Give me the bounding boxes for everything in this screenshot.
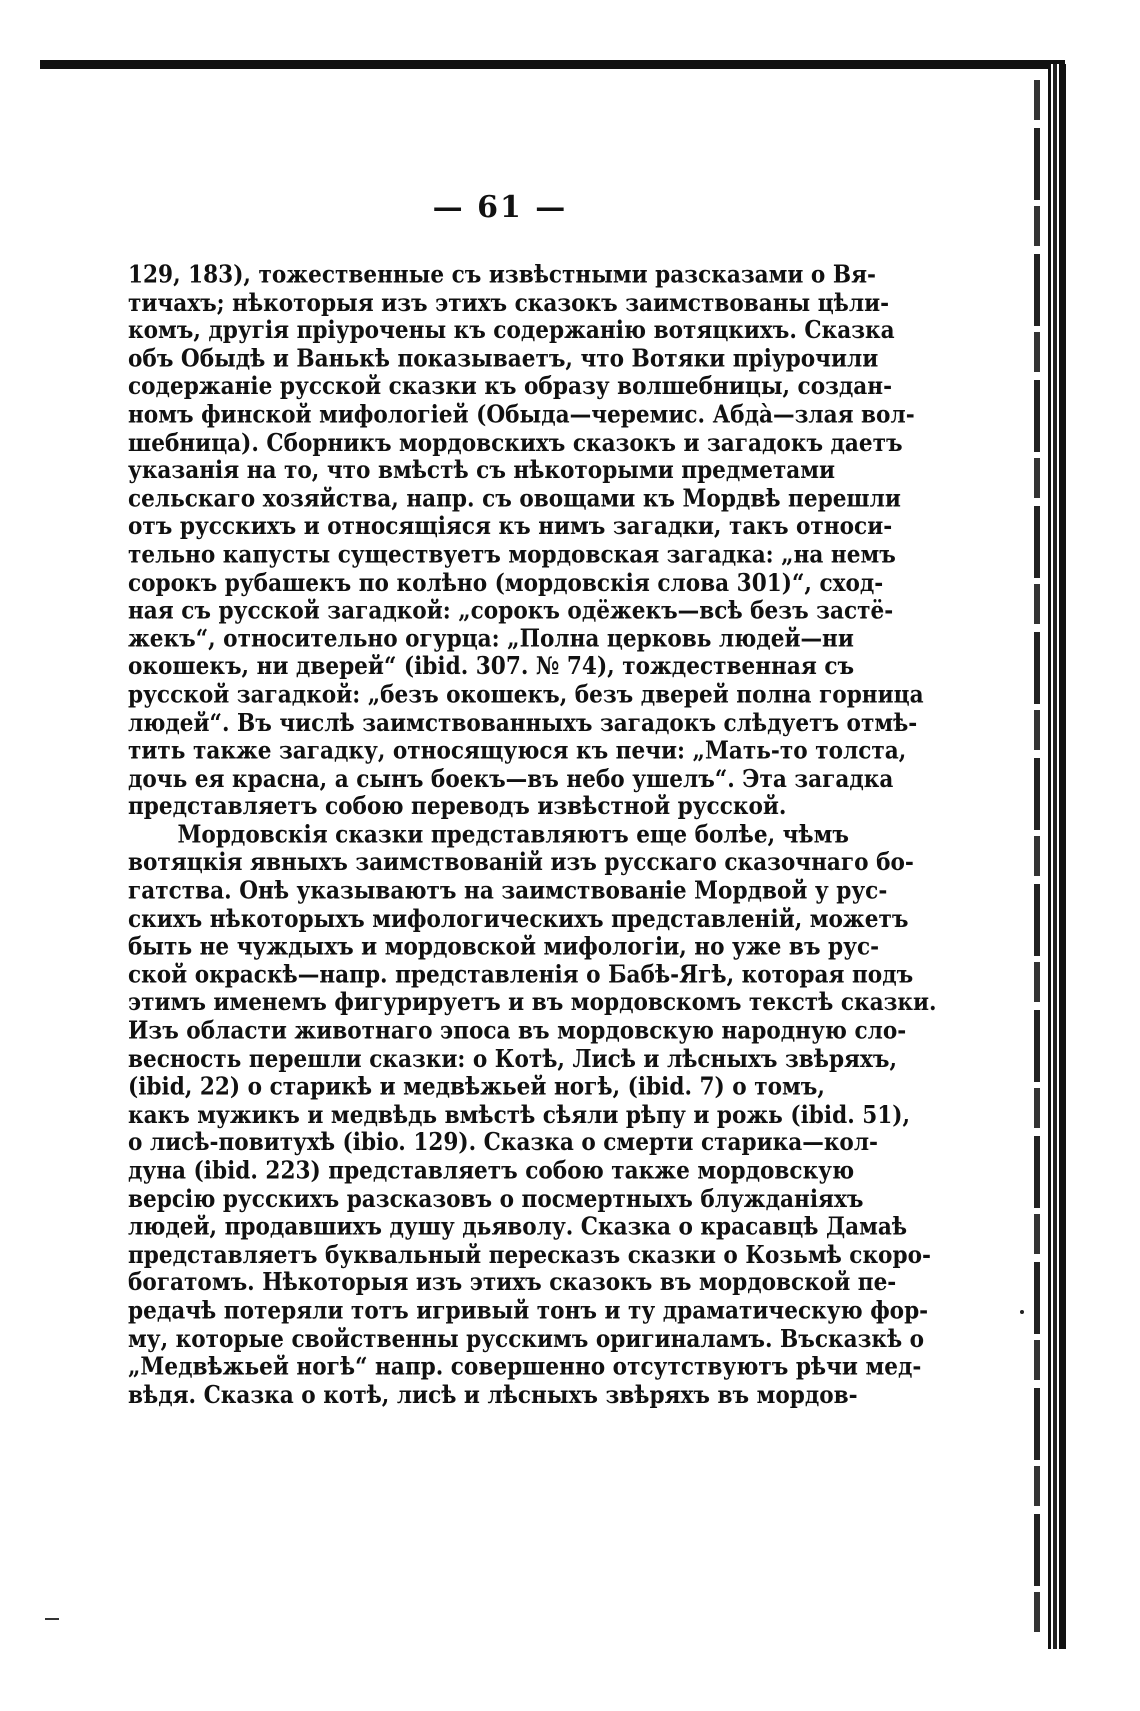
text-line: шебница). Сборникъ мордовскихъ сказокъ и загадокъ даетъ — [128, 427, 903, 457]
text-line: быть не чуждыхъ и мордовской мифологіи, но уже въ рус- — [128, 931, 880, 961]
text-line: людей“. Въ числѣ заимствованныхъ загадокъ слѣдуетъ отмѣ- — [128, 707, 918, 737]
binding-shadow — [1034, 80, 1040, 1640]
text-line: русской загадкой: „безъ окошекъ, безъ дверей полна горница — [128, 679, 924, 709]
top-rule — [40, 60, 1065, 69]
text-line: 129, 183), тожественные съ извѣстными разсказами о Вя- — [128, 258, 877, 289]
text-line: дочь ея красна, а сынъ боекъ—въ небо ушелъ“. Эта загадка — [128, 763, 894, 793]
page-text — [128, 258, 937, 1409]
text-line: этимъ именемъ фигурируетъ и въ мордовскомъ текстѣ сказки. — [128, 987, 937, 1017]
text-line: редачѣ потеряли тотъ игривый тонъ и ту драматическую фор- — [128, 1295, 929, 1325]
text-line: ской окраскѣ—напр. представленія о Бабѣ-Ягѣ, которая подъ — [128, 959, 914, 989]
text-line: скихъ нѣкоторыхъ мифологическихъ представленій, можетъ — [128, 903, 909, 933]
text-line: указанія на то, что вмѣстѣ съ нѣкоторыми предметами — [128, 455, 835, 485]
page-number: — 61 — — [432, 190, 568, 225]
text-line: объ Обыдѣ и Ванькѣ показываетъ, что Вотяки пріурочили — [128, 343, 879, 373]
margin-dash — [45, 1618, 59, 1620]
text-line: номъ финской мифологіей (Обыда—черемис. Абдà—злая вол- — [128, 399, 915, 429]
text-line: представляетъ буквальный пересказъ сказки о Козьмѣ скоро- — [128, 1239, 931, 1269]
text-line: весность перешли сказки: о Котѣ, Лисѣ и лѣсныхъ звѣряхъ, — [128, 1043, 897, 1073]
text-line: отъ русскихъ и относящіяся къ нимъ загадки, такъ относи- — [128, 511, 893, 541]
margin-mark — [1020, 1310, 1024, 1314]
text-line: богатомъ. Нѣкоторыя изъ этихъ сказокъ въ мордовской пе- — [128, 1267, 897, 1297]
text-line: комъ, другія пріурочены къ содержанію вотяцкихъ. Сказка — [128, 315, 895, 345]
text-line: гатства. Онѣ указываютъ на заимствованіе Мордвой у рус- — [128, 875, 888, 905]
text-line: представляетъ собою переводъ извѣстной русской. — [128, 791, 787, 821]
text-line: о лисѣ-повитухѣ (ibio. 129). Сказка о смерти старика—кол- — [128, 1127, 879, 1157]
text-line: ная съ русской загадкой: „сорокъ одёжекъ—всѣ безъ застё- — [128, 595, 894, 625]
text-line: окошекъ, ни дверей“ (ibid. 307. № 74), тождественная съ — [128, 651, 855, 681]
text-line: содержаніе русской сказки къ образу волшебницы, создан- — [128, 371, 893, 401]
paragraph-1 — [128, 258, 924, 821]
text-line: дуна (ibid. 223) представляетъ собою также мордовскую — [128, 1155, 855, 1185]
text-line: тельно капусты существуетъ мордовская загадка: „на немъ — [128, 539, 896, 569]
text-line: жекъ“, относительно огурца: „Полна церковь людей—ни — [128, 623, 854, 653]
paragraph-2 — [128, 819, 937, 1409]
binding-edge — [1048, 64, 1066, 1649]
text-line: Мордовскія сказки представляютъ еще болѣе, чѣмъ — [177, 819, 849, 849]
text-line: вотяцкія явныхъ заимствованій изъ русскаго сказочнаго бо- — [128, 847, 914, 877]
text-line: му, которые свойственны русскимъ оригиналамъ. Въсказкѣ о — [128, 1323, 925, 1353]
text-line: (ibid, 22) о старикѣ и медвѣжьей ногѣ, (ibid. 7) о томъ, — [128, 1071, 825, 1101]
text-line: Изъ области животнаго эпоса въ мордовскую народную сло- — [128, 1015, 907, 1045]
text-line: „Медвѣжьей ногѣ“ напр. совершенно отсутствуютъ рѣчи мед- — [128, 1351, 922, 1381]
text-line: сельскаго хозяйства, напр. съ овощами къ Мордвѣ перешли — [128, 483, 901, 513]
text-line: тичахъ; нѣкоторыя изъ этихъ сказокъ заимствованы цѣли- — [128, 286, 890, 317]
text-line: людей, продавшихъ душу дьяволу. Сказка о красавцѣ Дамаѣ — [128, 1211, 908, 1241]
text-line: вѣдя. Сказка о котѣ, лисѣ и лѣсныхъ звѣряхъ въ мордов- — [128, 1379, 858, 1409]
text-line: сорокъ рубашекъ по колѣно (мордовскія слова 301)“, сход- — [128, 567, 884, 597]
text-line: какъ мужикъ и медвѣдь вмѣстѣ сѣяли рѣпу и рожь (ibid. 51), — [128, 1099, 911, 1129]
text-line: тить также загадку, относящуюся къ печи: „Мать-то толста, — [128, 735, 907, 765]
text-line: версію русскихъ разсказовъ о посмертныхъ блужданіяхъ — [128, 1183, 864, 1213]
